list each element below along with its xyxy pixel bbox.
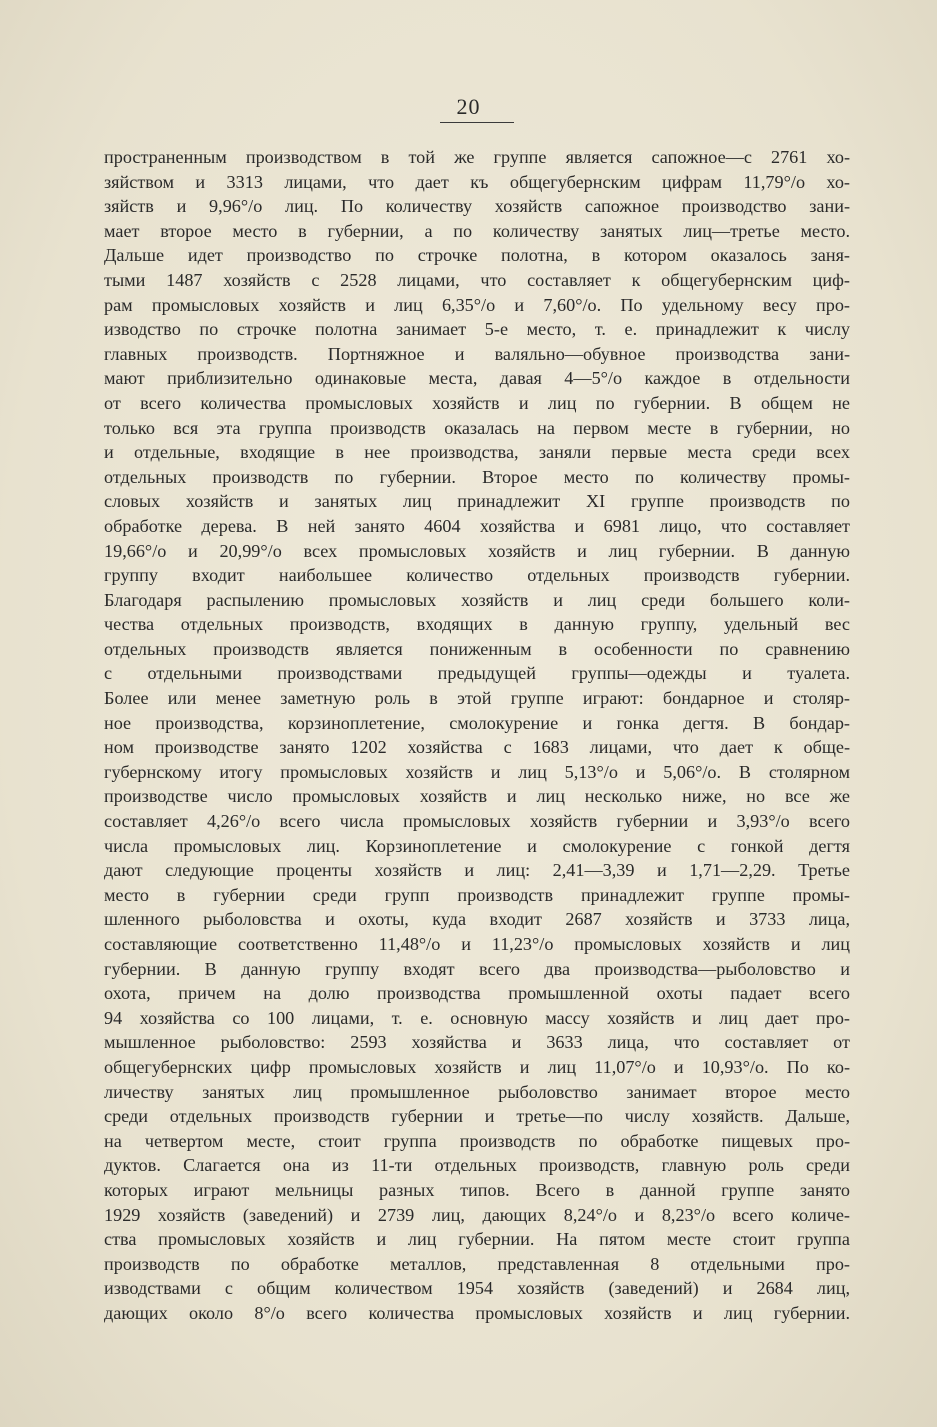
text-line: изводствами с общим количеством 1954 хозяйств (заведений) и 2684 лиц, <box>104 1278 850 1299</box>
text-line: мают приблизительно одинаковые места, давая 4—5°/o каждое в отдельности <box>104 368 850 389</box>
text-line: шленного рыболовства и охоты, куда входит 2687 хозяйств и 3733 лица, <box>104 909 850 930</box>
text-line: изводство по строчке полотна занимает 5-е место, т. е. принадлежит к числу <box>104 319 850 340</box>
text-line: главных производств. Портняжное и валяльно—обувное производства зани- <box>104 343 850 364</box>
text-line: пространенным производством в той же группе является сапожное—с 2761 хо- <box>104 147 850 167</box>
text-line: Более или менее заметную роль в этой группе играют: бондарное и столяр- <box>104 688 850 709</box>
text-line: охота, причем на долю производства промышленной охоты падает всего <box>104 983 850 1004</box>
text-line: место в губернии среди групп производств принадлежит группе промы- <box>104 884 850 905</box>
text-line: мает второе место в губернии, а по количеству занятых лиц—третье место. <box>104 220 850 241</box>
body-text <box>104 145 850 1326</box>
page-number-rule <box>440 122 514 123</box>
text-line: тыми 1487 хозяйств с 2528 лицами, что составляет к общегубернским циф- <box>104 269 850 290</box>
text-line: производств по обработке металлов, представленная 8 отдельными про- <box>104 1253 850 1274</box>
text-line: рам промысловых хозяйств и лиц 6,35°/o и 7,60°/o. По удельному весу про- <box>104 294 850 315</box>
text-line: словых хозяйств и занятых лиц принадлежит XI группе производств по <box>104 491 850 512</box>
text-line: которых играют мельницы разных типов. Всего в данной группе занято <box>104 1179 850 1200</box>
text-line: только вся эта группа производств оказалась на первом месте в губернии, но <box>104 417 850 438</box>
text-line: общегубернских цифр промысловых хозяйств и лиц 11,07°/o и 10,93°/o. По ко- <box>104 1056 850 1077</box>
text-line: губернскому итогу промысловых хозяйств и лиц 5,13°/o и 5,06°/o. В столярном <box>104 761 850 782</box>
page-number: 20 <box>456 94 481 119</box>
text-line: чества отдельных производств, входящих в данную группу, удельный вес <box>104 614 850 635</box>
text-line: отдельных производств по губернии. Второе место по количеству промы- <box>104 466 850 487</box>
text-line: дают следующие проценты хозяйств и лиц: 2,41—3,39 и 1,71—2,29. Третье <box>104 860 850 881</box>
text-line: зяйством и 3313 лицами, что дает къ общегубернским цифрам 11,79°/o хо- <box>104 171 850 192</box>
text-line: личеству занятых лиц промышленное рыболовство занимает второе место <box>104 1081 850 1102</box>
text-line: дающих около 8°/o всего количества промысловых хозяйств и лиц губернии. <box>104 1302 850 1323</box>
text-line: ства промысловых хозяйств и лиц губернии. На пятом месте стоит группа <box>104 1229 850 1250</box>
text-line: ном производстве занято 1202 хозяйства с 1683 лицами, что дает к обще- <box>104 737 850 758</box>
text-line: губернии. В данную группу входят всего два производства—рыболовство и <box>104 958 850 979</box>
text-line: производстве число промысловых хозяйств и лиц несколько ниже, но все же <box>104 786 850 807</box>
text-line: мышленное рыболовство: 2593 хозяйства и 3633 лица, что составляет от <box>104 1032 850 1053</box>
text-line: ное производства, корзиноплетение, смолокурение и гонка дегтя. В бондар- <box>104 712 850 733</box>
text-line: среди отдельных производств губернии и третье—по числу хозяйств. Дальше, <box>104 1106 850 1127</box>
text-line: составляющие соответственно 11,48°/o и 11,23°/o промысловых хозяйств и лиц <box>104 934 850 954</box>
text-line: 19,66°/o и 20,99°/o всех промысловых хозяйств и лиц губернии. В данную <box>104 540 850 561</box>
text-line: зяйств и 9,96°/o лиц. По количеству хозяйств сапожное производство зани- <box>104 196 850 217</box>
text-line: и отдельные, входящие в нее производства, заняли первые места среди всех <box>104 442 850 463</box>
text-line: Благодаря распылению промысловых хозяйств и лиц среди большего коли- <box>104 589 850 610</box>
text-line: 94 хозяйства со 100 лицами, т. е. основную массу хозяйств и лиц дает про- <box>104 1007 850 1028</box>
text-line: составляет 4,26°/o всего числа промысловых хозяйств губернии и 3,93°/o всего <box>104 811 850 832</box>
text-line: на четвертом месте, стоит группа производств по обработке пищевых про- <box>104 1130 850 1151</box>
text-line: дуктов. Слагается она из 11-ти отдельных производств, главную роль среди <box>104 1155 850 1176</box>
text-line: с отдельными производствами предыдущей группы—одежды и туалета. <box>104 663 850 684</box>
text-line: от всего количества промысловых хозяйств и лиц по губернии. В общем не <box>104 392 850 413</box>
text-line: Дальше идет производство по строчке полотна, в котором оказалось заня- <box>104 245 850 266</box>
text-line: отдельных производств является пониженным в особенности по сравнению <box>104 638 850 659</box>
text-line: 1929 хозяйств (заведений) и 2739 лиц, дающих 8,24°/o и 8,23°/o всего количе- <box>104 1204 850 1225</box>
text-line: группу входит наибольшее количество отдельных производств губернии. <box>104 565 850 586</box>
text-line: обработке дерева. В ней занято 4604 хозяйства и 6981 лицо, что составляет <box>104 515 850 536</box>
text-line: числа промысловых лиц. Корзиноплетение и смолокурение с гонкой дегтя <box>104 835 850 856</box>
